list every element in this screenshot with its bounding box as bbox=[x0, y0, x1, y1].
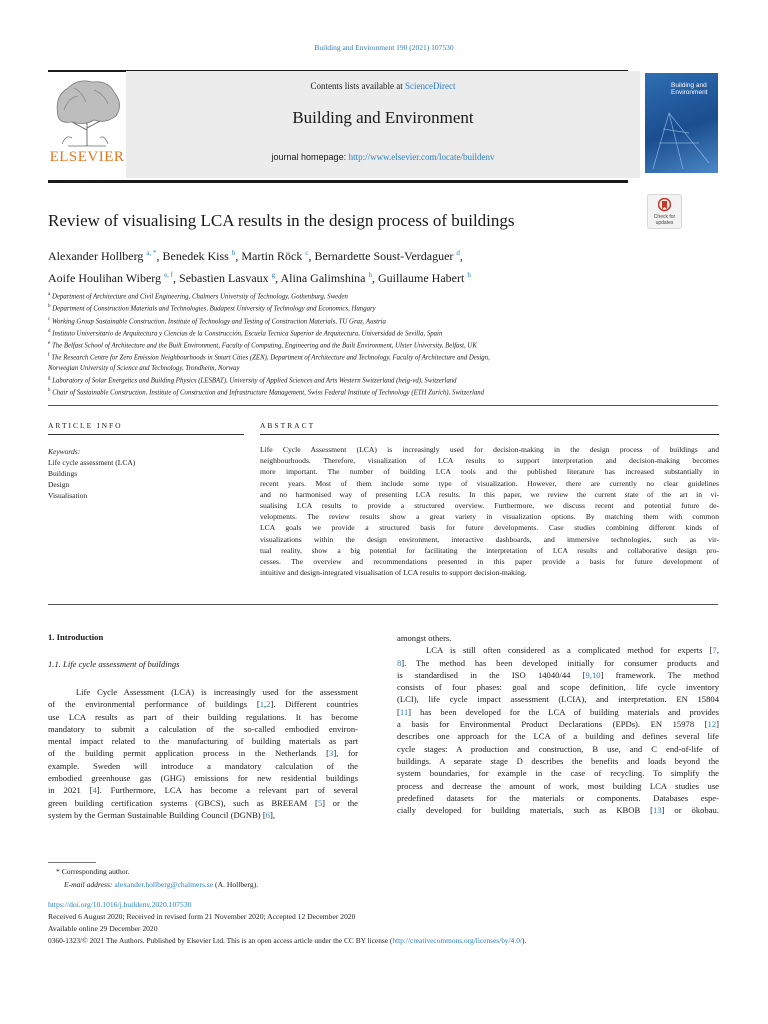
body-text-line: in 2021 [4]. Furthermore, LCA has become a relevant part of several bbox=[48, 785, 358, 796]
license-link[interactable]: http://creativecommons.org/licenses/by/4.0/ bbox=[392, 936, 522, 945]
footnote-rule bbox=[48, 862, 96, 863]
author-name: Benedek Kiss bbox=[162, 249, 229, 263]
homepage-label: journal homepage: bbox=[271, 152, 349, 162]
author[interactable] bbox=[378, 271, 471, 285]
author-name: Sebastien Lasvaux bbox=[179, 271, 269, 285]
author-name: Alexander Hollberg bbox=[48, 249, 144, 263]
citation-ref-link[interactable]: 4 bbox=[92, 785, 97, 796]
body-text-line: consists of four phases: goal and scope definition, life cycle inventory bbox=[397, 682, 719, 693]
body-text-line: buildings. A separate stage D describes the benefits and loads beyond the bbox=[397, 755, 719, 766]
citation-ref-link[interactable]: 1 bbox=[259, 699, 265, 710]
author-list bbox=[48, 244, 688, 288]
affiliation-text: Norwegian University of Science and Technology, Trondheim, Norway bbox=[48, 364, 240, 372]
contents-line bbox=[126, 81, 640, 91]
citation-ref-link[interactable]: 9,10 bbox=[585, 669, 601, 680]
body-text-line: describes one approach for the LCA of a building and defines several life bbox=[397, 731, 719, 742]
body-text-line: example. Sweden will introduce a mandatory calculation of the bbox=[48, 760, 358, 771]
author-affil-marker[interactable]: a, * bbox=[146, 249, 157, 257]
doi-link-text[interactable]: https://doi.org/10.1016/j.buildenv.2020.107530 bbox=[48, 900, 192, 909]
affiliation-key: e bbox=[48, 341, 51, 347]
cover-building-graphic bbox=[649, 103, 713, 169]
body-text-line: green building certification systems (GBCS), such as BREEAM [5] or the bbox=[48, 797, 358, 808]
body-text-line: process and decrease the amount of work, most building LCA studies use bbox=[397, 780, 719, 791]
affiliation-key: a bbox=[48, 292, 51, 297]
body-text-line: 8]. The method has been developed initially for consumer products and bbox=[397, 657, 719, 668]
header-rule-bottom bbox=[48, 180, 628, 183]
body-text-line: a basis for Environmental Product Declarations (EPDs). EN 15978 [12] bbox=[397, 719, 719, 730]
author[interactable]: Martin Röck $^c$, bbox=[241, 249, 315, 263]
abstract-line: visualizations within the design environment, interactive dashboards, and immersive technologies, such as vir- bbox=[260, 534, 719, 544]
check-for-updates-badge[interactable] bbox=[647, 194, 682, 229]
affiliation bbox=[48, 386, 718, 398]
author[interactable]: Benedek Kiss $^b$, bbox=[162, 249, 242, 263]
body-text-line: of the environmental performance of buildings [1,2]. Different countries bbox=[48, 699, 358, 710]
author[interactable]: Alexander Hollberg $^{a, *}$, bbox=[48, 249, 163, 263]
section-heading-introduction: 1. Introduction bbox=[48, 632, 104, 642]
citation-ref-link[interactable]: 13 bbox=[653, 805, 662, 816]
license-suffix: ). bbox=[521, 936, 527, 945]
citation-ref-link[interactable]: 3 bbox=[329, 748, 334, 759]
author[interactable]: Alina Galimshina $^h$, bbox=[280, 271, 378, 285]
keyword: Life cycle assessment (LCA) bbox=[48, 458, 136, 467]
citation-ref-link[interactable]: 8 bbox=[397, 657, 402, 668]
body-text-line: Life Cycle Assessment (LCA) is increasingly used for the assessment bbox=[48, 687, 358, 697]
author-affil-marker[interactable]: c bbox=[305, 249, 309, 257]
body-text-line: is standardised in the ISO 14040/44 [9,10] framework. The method bbox=[397, 669, 720, 680]
journal-title: Building and Environment bbox=[292, 108, 474, 127]
publisher-name: ELSEVIER bbox=[49, 149, 125, 165]
abstract-line: tual reality, show a big potential for facilitating the interpretation of LCA results and collaborative design pro- bbox=[260, 545, 719, 555]
abstract-line: and no harmonised way of presenting LCA results. In this paper, we review the current state of the art in vi- bbox=[260, 489, 719, 499]
abstract-line: sualising LCA results to provide a structured overview. Furthermore, we discuss recent and potential future de- bbox=[260, 501, 719, 511]
elsevier-logo bbox=[48, 76, 126, 166]
keyword: Design bbox=[48, 480, 70, 489]
homepage-line bbox=[126, 152, 640, 162]
abstract-line: intuitive and design-integrated visualisation of LCA results to support decision-making. bbox=[260, 568, 527, 578]
abstract-line: velopments. The review results show a great variety in visualization options. By matching them with common bbox=[260, 512, 719, 522]
abstract-heading: ABSTRACT bbox=[260, 421, 316, 430]
body-text-line: mental impact related to the manufacturing of building materials as part bbox=[48, 736, 358, 747]
body-text-line: mandatory to submit a calculation of the so-called embodied environ- bbox=[48, 723, 358, 734]
affiliation-text: Chair of Sustainable Construction, Institute of Construction and Infrastructure Management, Swiss Federal Institute of Technology (ETH Zurich), Switzerland bbox=[52, 389, 485, 397]
body-left-column bbox=[48, 686, 358, 821]
journal-masthead bbox=[126, 71, 640, 178]
bookmark-icon bbox=[658, 198, 671, 213]
license-prefix: 0360-1323/© 2021 The Authors. Published by Elsevier Ltd. This is an open access article under the CC BY license ( bbox=[48, 936, 393, 945]
body-text-line: use LCA results as part of their building regulations. It has become bbox=[48, 711, 358, 722]
affiliation bbox=[48, 315, 718, 327]
author-name: Aoife Houlihan Wiberg bbox=[48, 271, 162, 285]
abstract-line: Life Cycle Assessment (LCA) is increasingly used for decision-making in the design process of buildings and bbox=[260, 445, 719, 454]
license-line bbox=[48, 935, 526, 946]
check-updates-line1: Check for bbox=[653, 214, 676, 220]
email-line bbox=[64, 879, 258, 890]
subsection-heading: 1.1. Life cycle assessment of buildings bbox=[48, 659, 180, 669]
affiliation-key: f bbox=[48, 353, 50, 359]
affiliation-text: Laboratory of Solar Energetics and Building Physics (LESBAT), University of Applied Sciences and Arts Western Switzerland (heig-vd), Switzerland bbox=[52, 376, 457, 384]
author-name: Alina Galimshina bbox=[280, 271, 366, 285]
affiliation-text: Department of Architecture and Civil Engineering, Chalmers University of Technology, Gothenburg, Sweden bbox=[51, 293, 348, 301]
article-info-heading: ARTICLE INFO bbox=[48, 421, 123, 430]
body-text-line: cycle stages: A production and construction, B use, and C end-of-life of bbox=[397, 743, 719, 754]
affiliation-key: h bbox=[48, 387, 51, 393]
sciencedirect-link[interactable]: ScienceDirect bbox=[405, 81, 456, 91]
affiliation-key: c bbox=[48, 316, 51, 322]
abstract-bottom-rule bbox=[48, 604, 718, 605]
body-text-line: LCA is still often considered as a complicated method for experts [7, bbox=[397, 645, 719, 656]
journal-citation[interactable]: Building and Environment 190 (2021) 107530 bbox=[314, 43, 454, 52]
body-text-line: system boundaries, for example in the case of recycling. To simplify the bbox=[397, 768, 719, 779]
check-updates-line2: updates bbox=[655, 220, 674, 226]
abstract-line: recent years. Most of them include some type of visualization. However, there are currently no clear guidelines bbox=[260, 478, 719, 488]
affiliation bbox=[48, 364, 718, 374]
affiliation-text: The Research Centre for Zero Emission Neighbourhoods in Smart Cities (ZEN), Department of Architecture and Technology, Faculty of Architecture and Design, bbox=[51, 354, 490, 362]
front-matter-divider bbox=[48, 405, 718, 406]
keyword: Visualisation bbox=[48, 491, 88, 500]
keywords-block bbox=[48, 446, 135, 501]
body-text-line: cially developed for building materials, such as KBOB [13] or ökobau. bbox=[397, 805, 719, 816]
body-text-line: predefined datasets for the materials or components. Databases espe- bbox=[397, 792, 719, 803]
author-name: Martin Röck bbox=[241, 249, 303, 263]
citation-ref-link[interactable]: 6 bbox=[265, 809, 270, 820]
affiliation-list bbox=[48, 290, 718, 398]
affiliation bbox=[48, 290, 718, 302]
citation-ref-link[interactable]: 5 bbox=[317, 797, 323, 808]
abstract-text bbox=[260, 444, 719, 578]
email-label: E-mail address: bbox=[64, 880, 115, 889]
affiliation bbox=[48, 351, 718, 363]
contents-prefix: Contents lists available at bbox=[310, 81, 405, 91]
author-name: Bernardette Soust-Verdaguer bbox=[314, 249, 454, 263]
body-text-line: of the building permit application process in the Netherlands [3], for bbox=[48, 748, 358, 759]
author-affil-marker[interactable]: g bbox=[271, 271, 276, 279]
author-email-link[interactable]: alexander.hollberg@chalmers.se bbox=[114, 880, 214, 889]
body-text-line: embodied greenhouse gas (GHG) emissions for new residential buildings bbox=[48, 773, 358, 784]
cover-title: Building and Environment bbox=[671, 82, 708, 96]
author-name: Guillaume Habert bbox=[378, 271, 465, 285]
author-affil-marker[interactable]: e, f bbox=[164, 271, 174, 279]
affiliation bbox=[48, 302, 718, 314]
author-affil-marker[interactable]: b bbox=[231, 249, 236, 257]
doi-link[interactable] bbox=[48, 899, 191, 910]
author-affil-marker[interactable]: h bbox=[467, 271, 471, 279]
journal-cover-image[interactable] bbox=[645, 73, 718, 173]
citation-ref-link[interactable]: 7 bbox=[712, 645, 717, 656]
citation-ref-link[interactable]: 12 bbox=[707, 719, 717, 730]
homepage-link[interactable]: http://www.elsevier.com/locate/buildenv bbox=[348, 152, 495, 162]
body-text-line: (LCI), life cycle impact assessment (LCIA), and interpretation. EN 15804 bbox=[397, 694, 719, 705]
affiliation bbox=[48, 339, 718, 351]
body-text-line: [11] has been developed for the LCA of building materials and provides bbox=[397, 706, 719, 717]
article-info-rule bbox=[48, 434, 244, 435]
abstract-rule bbox=[260, 434, 719, 435]
available-online: Available online 29 December 2020 bbox=[48, 924, 158, 933]
received-dates: Received 6 August 2020; Received in revised form 21 November 2020; Accepted 12 December 2020 bbox=[48, 912, 356, 921]
affiliation-text: Instituto Universitario de Arquitectura y Ciencias de la Construcción, Escuela Tecnica Superior de Arquitectura, Universidad de Sevilla, Spain bbox=[52, 330, 443, 338]
affiliation-text: The Belfast School of Architecture and the Built Environment, Faculty of Computing, Engineering and the Built Environment, Ulster University, Belfast, UK bbox=[51, 342, 477, 350]
abstract-line: LCA goals we provide a structured basis for future developments. Case studies combining different kinds of bbox=[260, 523, 719, 533]
abstract-line: neighbourhoods. Therefore, visualization of LCA results to support interpretation and decision-making becomes bbox=[260, 456, 719, 466]
author[interactable]: Aoife Houlihan Wiberg $^{e, f}$, bbox=[48, 271, 180, 285]
corresponding-author-note: * Corresponding author. bbox=[56, 867, 130, 876]
citation-ref-link[interactable]: 11 bbox=[399, 706, 409, 717]
author[interactable]: Bernardette Soust-Verdaguer $^d$, bbox=[314, 249, 463, 263]
author[interactable]: Sebastien Lasvaux $^g$, bbox=[179, 271, 281, 285]
keyword: Buildings bbox=[48, 469, 78, 478]
email-suffix: (A. Hollberg). bbox=[213, 880, 259, 889]
elsevier-tree-icon bbox=[48, 76, 126, 148]
affiliation bbox=[48, 374, 718, 386]
body-right-column bbox=[397, 632, 719, 816]
affiliation-text: Department of Construction Materials and Technologies, Budapest University of Technology and Economics, Hungary bbox=[52, 305, 376, 313]
author-affil-marker[interactable]: d bbox=[456, 249, 460, 257]
body-text-line: system by the German Sustainable Building Council (DGNB) [6], bbox=[48, 809, 275, 820]
abstract-line: cesses. The overview and recommendations presented in this paper provide a basis for future development of bbox=[260, 557, 719, 567]
body-text-line: amongst others. bbox=[397, 633, 452, 643]
citation-ref-link[interactable]: 2 bbox=[266, 699, 271, 710]
affiliation-key: b bbox=[48, 304, 51, 310]
article-title: Review of visualising LCA results in the design process of buildings bbox=[48, 211, 515, 230]
author-affil-marker[interactable]: h bbox=[368, 271, 372, 279]
keywords-label: Keywords: bbox=[48, 447, 81, 456]
affiliation bbox=[48, 327, 718, 339]
affiliation-key: d bbox=[48, 328, 51, 334]
affiliation-text: Working Group Sustainable Construction, Institute of Technology and Testing of Construction Materials, TU Graz, Austria bbox=[51, 317, 386, 325]
affiliation-key: g bbox=[48, 375, 51, 381]
abstract-line: more important. The number of building LCA tools and the published literature has increased substantially in bbox=[260, 467, 719, 477]
